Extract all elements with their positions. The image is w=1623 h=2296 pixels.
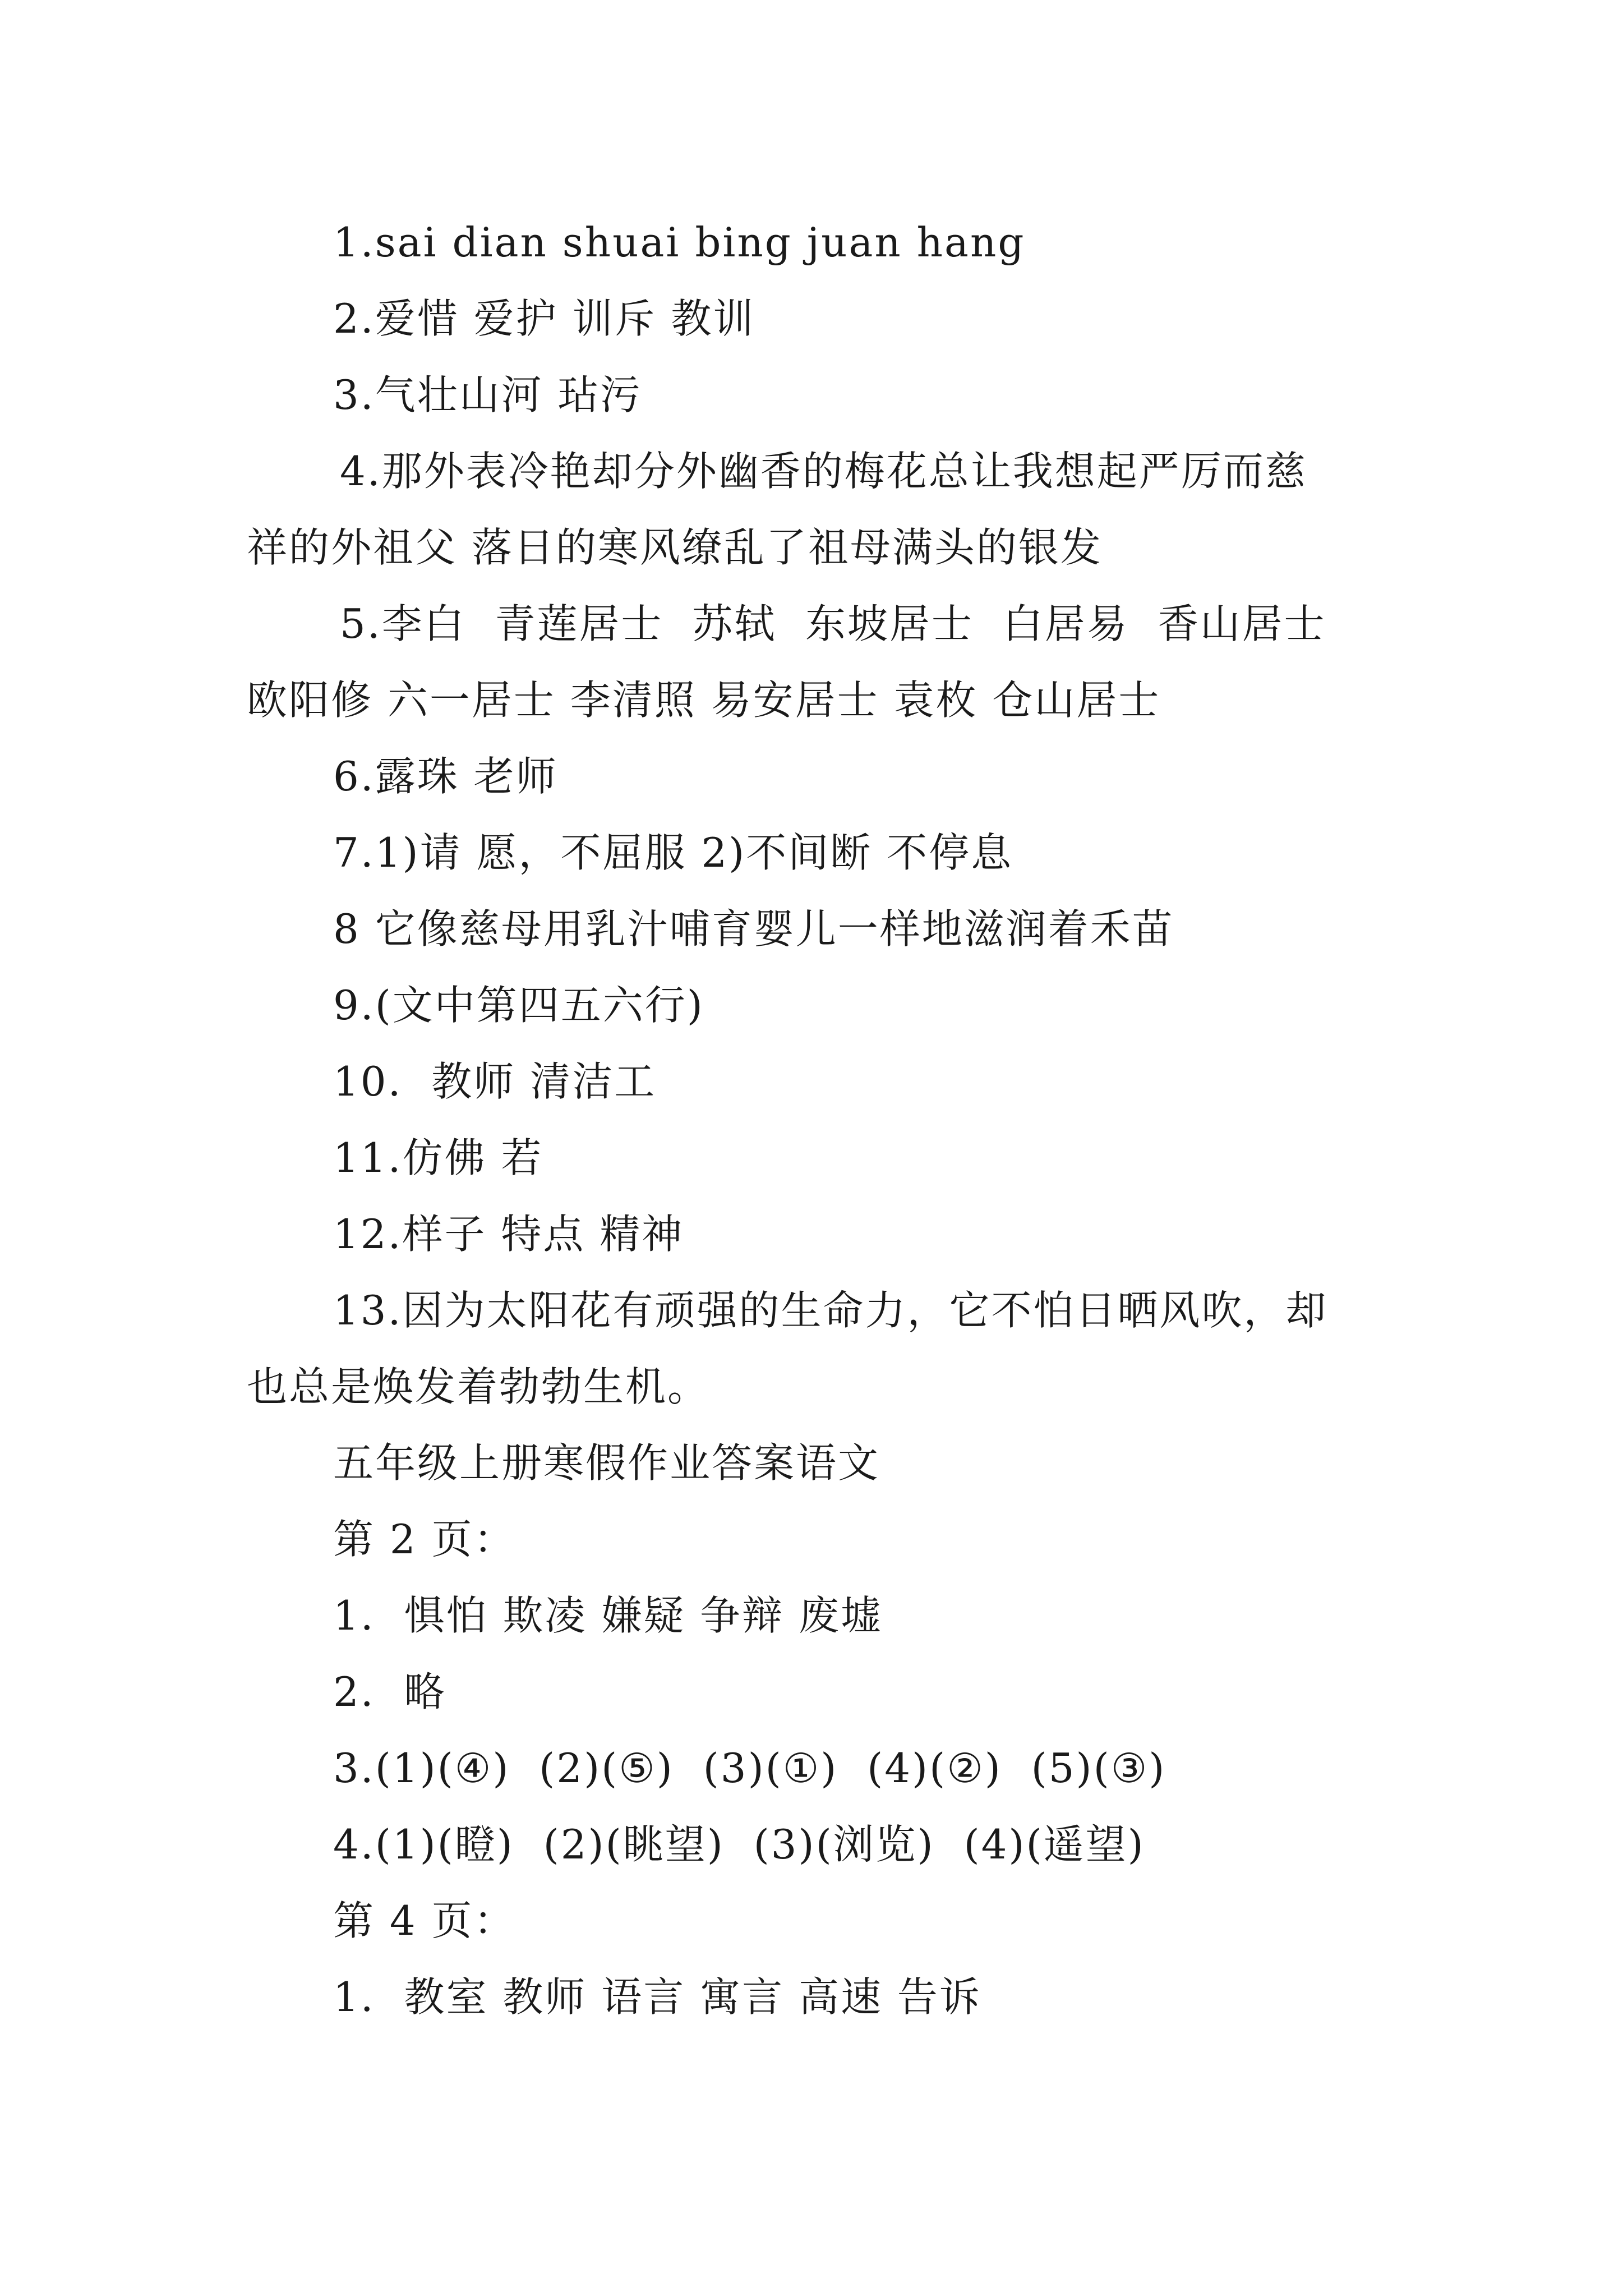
page2-answer-2: 2. 略 — [333, 1668, 446, 1715]
answer-line-10: 10. 教师 清洁工 — [333, 1058, 657, 1105]
answer-line-12: 12.样子 特点 精神 — [333, 1211, 684, 1258]
answer-line-4-continued: 祥的外祖父 落日的寒风缭乱了祖母满头的银发 — [247, 524, 1103, 571]
section-heading: 五年级上册寒假作业答案语文 — [333, 1439, 880, 1487]
answer-line-5-continued: 欧阳修 六一居士 李清照 易安居士 袁枚 仓山居士 — [247, 677, 1161, 724]
answer-line-8: 8 它像慈母用乳汁哺育婴儿一样地滋润着禾苗 — [333, 905, 1174, 953]
answer-line-1: 1.sai dian shuai bing juan hang — [333, 219, 1026, 266]
page2-answer-4: 4.(1)(瞪) (2)(眺望) (3)(浏览) (4)(遥望) — [333, 1821, 1145, 1868]
page2-answer-1: 1. 惧怕 欺凌 嫌疑 争辩 废墟 — [333, 1592, 883, 1639]
answer-line-11: 11.仿佛 若 — [333, 1134, 543, 1181]
page-heading-2: 第 2 页： — [333, 1516, 516, 1563]
answer-line-7: 7.1)请 愿，不屈服 2)不间断 不停息 — [333, 829, 1013, 876]
answer-line-9: 9.(文中第四五六行) — [333, 982, 704, 1029]
page2-answer-3: 3.(1)(④) (2)(⑤) (3)(①) (4)(②) (5)(③) — [333, 1745, 1166, 1792]
answer-line-13-continued: 也总是焕发着勃勃生机。 — [247, 1363, 710, 1410]
page-heading-4: 第 4 页： — [333, 1897, 516, 1944]
page4-answer-1: 1. 教室 教师 语言 寓言 高速 告诉 — [333, 1973, 981, 2021]
answer-line-2: 2.爱惜 爱护 训斥 教训 — [333, 295, 755, 342]
answer-line-5: 5.李白 青莲居士 苏轼 东坡居士 白居易 香山居士 — [340, 600, 1326, 647]
answer-line-4: 4.那外表冷艳却分外幽香的梅花总让我想起严厉而慈 — [340, 448, 1307, 495]
answer-line-13: 13.因为太阳花有顽强的生命力，它不怕日晒风吹，却 — [333, 1287, 1328, 1334]
answer-line-6: 6.露珠 老师 — [333, 753, 558, 800]
answer-line-3: 3.气壮山河 玷污 — [333, 371, 642, 418]
